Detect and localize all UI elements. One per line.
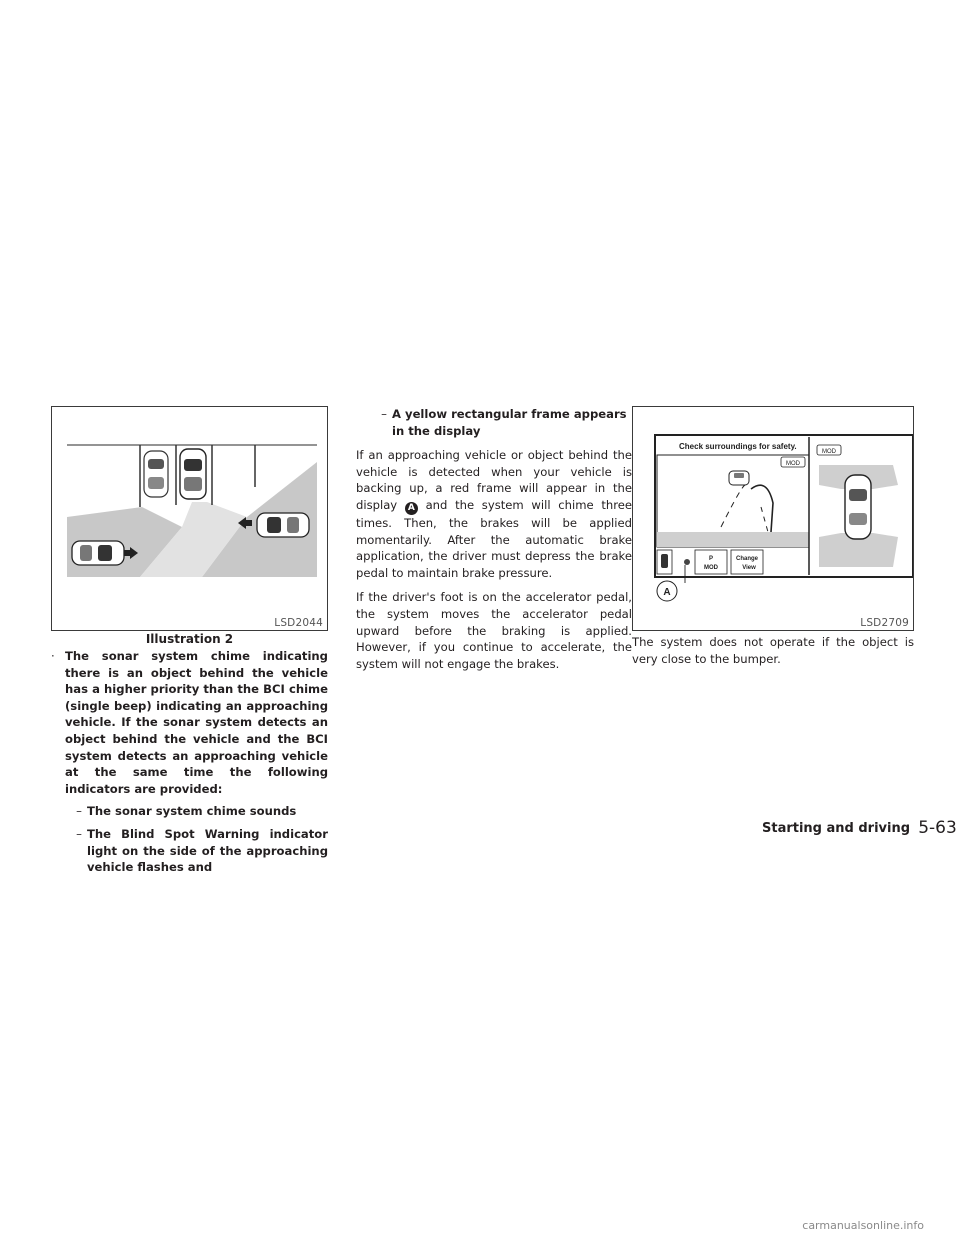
paragraph-text: and the system will chime three times. Then, the brakes will be applied momentarily. After the automatic brake application, the driver must depress the brake pedal to maintain brake pressure.	[356, 497, 632, 580]
dash-mark: –	[76, 826, 82, 841]
column-1	[51, 648, 328, 876]
callout-a: A	[663, 587, 671, 598]
sub-item-1	[65, 803, 328, 820]
paragraph: If the driver's foot is on the accelerator pedal, the system moves the accelerator pedal upward before the braking is applied. However, if you continue to accelerate, the system will not engage the brakes.	[356, 590, 632, 671]
mod-label-left: MOD	[786, 461, 800, 467]
sub-item-text: The sonar system chime sounds	[87, 804, 297, 819]
watermark: carmanualsonline.info	[802, 1219, 924, 1232]
p-mod-button-line2: MOD	[704, 565, 718, 571]
page-number: 5-63	[918, 818, 957, 838]
figure-parking-illustration	[51, 406, 328, 631]
bullet-text: The sonar system chime indicating there is an object behind the vehicle has a higher priority than the BCI chime (single beep) indicating an approaching vehicle. If the sonar system detects an object behind the vehicle and the BCI system detects an approaching vehicle at the same time the following indicators are provided:	[65, 649, 328, 796]
display-screen-graphic	[633, 407, 913, 630]
sub-item-text: A yellow rectangular frame appears in the display	[392, 407, 627, 438]
figure-display-screen	[632, 406, 914, 631]
figure-code: LSD2709	[860, 617, 909, 629]
section-title: Starting and driving	[762, 821, 911, 836]
sub-item-2	[65, 826, 328, 876]
bullet-item	[51, 648, 328, 797]
sub-item-3	[370, 406, 632, 439]
mod-label-right: MOD	[822, 449, 836, 455]
figure-code: LSD2044	[274, 617, 323, 629]
callout-marker-a: A	[405, 502, 418, 515]
screen-message: Check surroundings for safety.	[679, 442, 797, 451]
column-2	[356, 406, 632, 680]
figure-caption: Illustration 2	[145, 632, 234, 646]
parking-scene-graphic	[52, 407, 327, 630]
paragraph-text: If an approaching vehicle or object behind the vehicle is detected when your vehicle is backing up, a red frame will appear in the display	[356, 448, 632, 512]
paragraph	[356, 447, 632, 581]
sub-item-text: The Blind Spot Warning indicator light on the side of the approaching vehicle flashes and	[87, 826, 328, 875]
change-view-button-line2: View	[742, 565, 756, 571]
change-view-button-line1: Change	[735, 556, 759, 562]
dash-mark: –	[76, 804, 82, 819]
bullet-mark: ·	[51, 649, 55, 663]
column-3	[632, 634, 914, 675]
page-footer	[762, 818, 957, 838]
dash-mark: –	[381, 407, 387, 421]
p-mod-button-line1: P	[708, 556, 714, 562]
paragraph: The system does not operate if the object is very close to the bumper.	[632, 635, 914, 666]
